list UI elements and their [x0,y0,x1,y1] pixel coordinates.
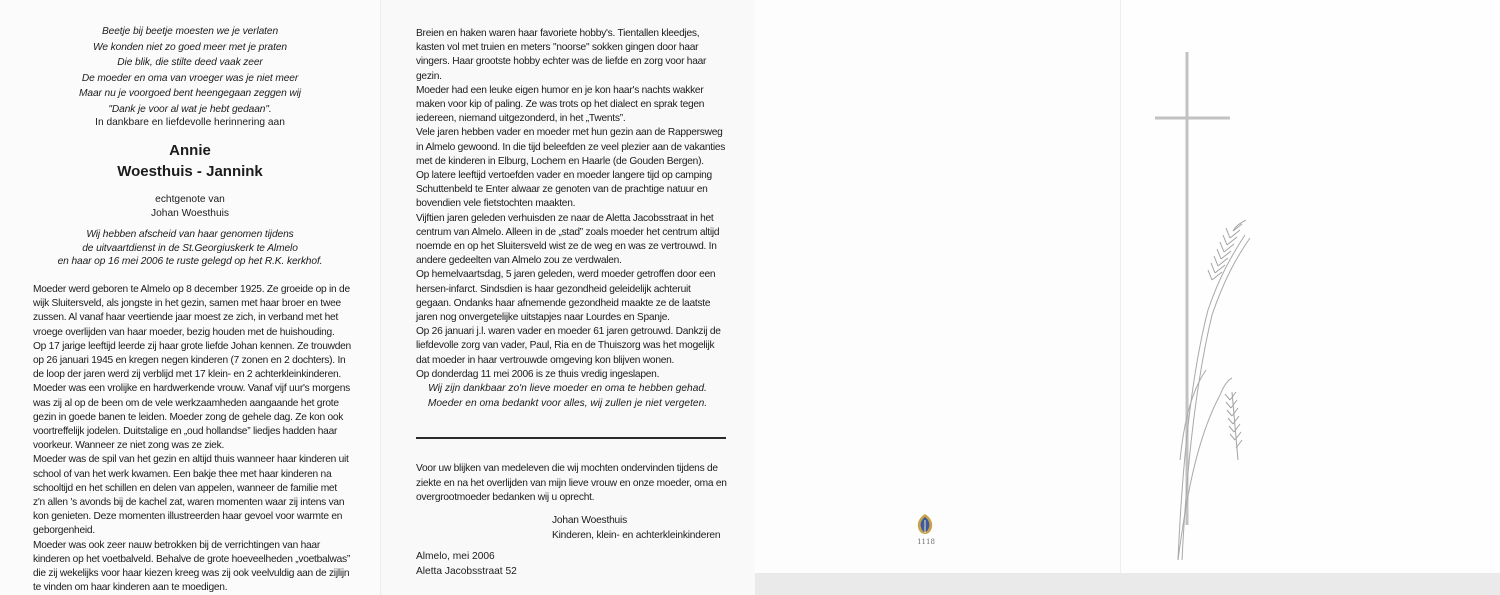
spouse-block [0,193,380,220]
biography-paragraph: Moeder was ook zeer nauw betrokken bij de verrichtingen van haar kinderen op het voetbalveld. Behalve de grote hoeveelheden „voetbalwas” die zij wekelijks voor haar kiezen kreeg was zij ook veelvuldig aan de zijlijn te vinden om haar kinderen aan te moedigen. [33,539,350,594]
biography-paragraph: Op 17 jarige leeftijd leerde zij haar grote liefde Johan kennen. Ze trouwden op 26 januari 1945 en kregen negen kinderen (7 zonen en 2 dochters). In de loop der jaren werd zij verblijd met 17 klein- en 2 achterkleinkinderen. [33,340,351,381]
poem-line: We konden niet zo goed meer met je praten [93,41,287,53]
biography-paragraph: Moeder was een vrolijke en hardwerkende vrouw. Vanaf vijf uur's morgens was zij al op de been om de vele werkzaamheden aangaande het grote gezin in goede banen te leiden. Moeder zong de gehele dag. Ze kon ook voortreffelijk jodelen. Duitstalige en „oud hollandse” liedjes hadden haar voorkeur. Wanneer ze niet zong was ze ziek. [33,383,350,452]
funeral-line: en haar op 16 mei 2006 te ruste gelegd op het R.K. kerkhof. [57,256,323,267]
biography-paragraph: Moeder was de spil van het gezin en altijd thuis wanneer haar kinderen uit school of van het werk kwamen. Een bakje thee met haar kinderen na schooltijd en het schillen en delen van appelen, wanneer de familie met z'n allen 's avonds bij de kachel zat, waren momenten waar zij intens van kon genieten. Deze momenten illustreerden haar gevoel voor warmte en geborgenheid. [33,454,349,537]
deceased-full-name: Woesthuis - Jannink [117,163,263,180]
signatory-line: Kinderen, klein- en achterkleinkinderen [552,530,721,541]
cross-icon [1155,52,1230,525]
funeral-notice [0,228,380,269]
printer-code: 1118 [917,538,935,546]
biography-right [416,27,728,382]
biography-paragraph: Moeder had een leuke eigen humor en je kon haar's nachts wakker maken voor kip of paling. Ze was trots op het dialect en sprak tegen iedereen, niemand uitgezonderd, in het „Twents”. [416,84,705,125]
poem-line: De moeder en oma van vroeger was je niet meer [81,72,299,84]
address-line: Aletta Jacobsstraat 52 [416,566,517,577]
dedication: In dankbare en liefdevolle herinnering aan [95,117,285,128]
biography-paragraph: Op latere leeftijd vertoefden vader en moeder langere tijd op camping Schuttenbeld te Enter alwaar ze genoten van de prachtige natuur en bovendien vele fietstochten maakten. [416,170,712,210]
poem-line: Beetje bij beetje moesten we je verlaten [101,26,279,37]
acknowledgement: Voor uw blijken van medeleven die wij mochten ondervinden tijdens de ziekte en na het overlijden van mijn lieve vrouw en onze moeder, oma en overgrootmoeder bedanken wij u oprecht. [416,463,727,503]
divider-line [416,437,726,439]
spouse-name: Johan Woesthuis [151,207,229,219]
biography-paragraph: Op donderdag 11 mei 2006 is ze thuis vredig ingeslapen. [416,368,660,380]
poem-line: "Dank je voor al wat je hebt gedaan". [108,103,272,115]
cross-wheat-illustration [1120,40,1320,580]
biography-left [33,283,351,595]
closing-line: Wij zijn dankbaar zo'n lieve moeder en oma te hebben gehad. [428,383,707,394]
wheat-icon [1178,220,1250,560]
funeral-line: de uitvaartdienst in de St.Georgiuskerk te Almelo [82,242,298,254]
closing-line: Moeder en oma bedankt voor alles, wij zullen je niet vergeten. [427,398,708,409]
address [416,549,616,579]
biography-paragraph: Vele jaren hebben vader en moeder met hun gezin aan de Rappersweg in Almelo gewoond. In die tijd beleefden ze veel plezier aan de vakanties met de kinderen in Elburg, Lochem en Haarle (de Gouden Bergen). [416,127,726,167]
biography-paragraph: Moeder werd geboren te Almelo op 8 december 1925. Ze groeide op in de wijk Sluitersveld, als jongste in het gezin, samen met haar broer en twee zussen. Al vanaf haar veertiende jaar moest ze zich, in verband met het vroege overlijden van haar moeder, bezig houden met de huishouding. [33,284,350,338]
deceased-first-name: Annie [169,142,211,159]
biography-paragraph: Vijftien jaren geleden verhuisden ze naar de Aletta Jacobsstraat in het centrum van Almelo. Alleen in de „stad” zoals moeder het centrum altijd noemde en op het Sluitersveld wist ze de weg en was ze vertrouwd. In andere gedeelten van Almelo zou ze verdwalen. [416,212,720,267]
spouse-relation: echtgenote van [155,194,225,205]
printer-logo-icon [914,512,936,536]
signatory-line: Johan Woesthuis [552,515,627,526]
biography-paragraph: Op hemelvaartsdag, 5 jaren geleden, werd moeder getroffen door een hersen-infarct. Sindsdien is haar gezondheid geleidelijk achteruit gegaan. Ondanks haar afnemende gezondheid maakte ze de laatste jaren nog onvergetelijke uitstapjes naar Lourdes en Spanje. [416,269,716,324]
card-page-back [755,0,1120,595]
signatories [552,513,742,543]
funeral-line: Wij hebben afscheid van haar genomen tijdens [86,229,294,240]
closing-words [380,381,755,411]
address-line: Almelo, mei 2006 [416,551,495,562]
poem [0,24,380,117]
poem-line: Die blik, die stilte deed vaak zeer [117,57,263,68]
biography-paragraph: Op 26 januari j.l. waren vader en moeder 61 jaren getrouwd. Dankzij de liefdevolle zorg van vader, Paul, Ria en de Thuiszorg was het mogelijk dat moeder in haar vertrouwde omgeving kon blijven wonen. [416,326,721,366]
biography-paragraph: Breien en haken waren haar favoriete hobby's. Tientallen kleedjes, kasten vol met truien en meters "noorse" sokken gingen door haar vingers. Haar grootste hobby echter was de liefde en zorg voor haar gezin. [416,28,707,82]
poem-line: Maar nu je voorgoed bent heengegaan zeggen wij [79,88,301,99]
